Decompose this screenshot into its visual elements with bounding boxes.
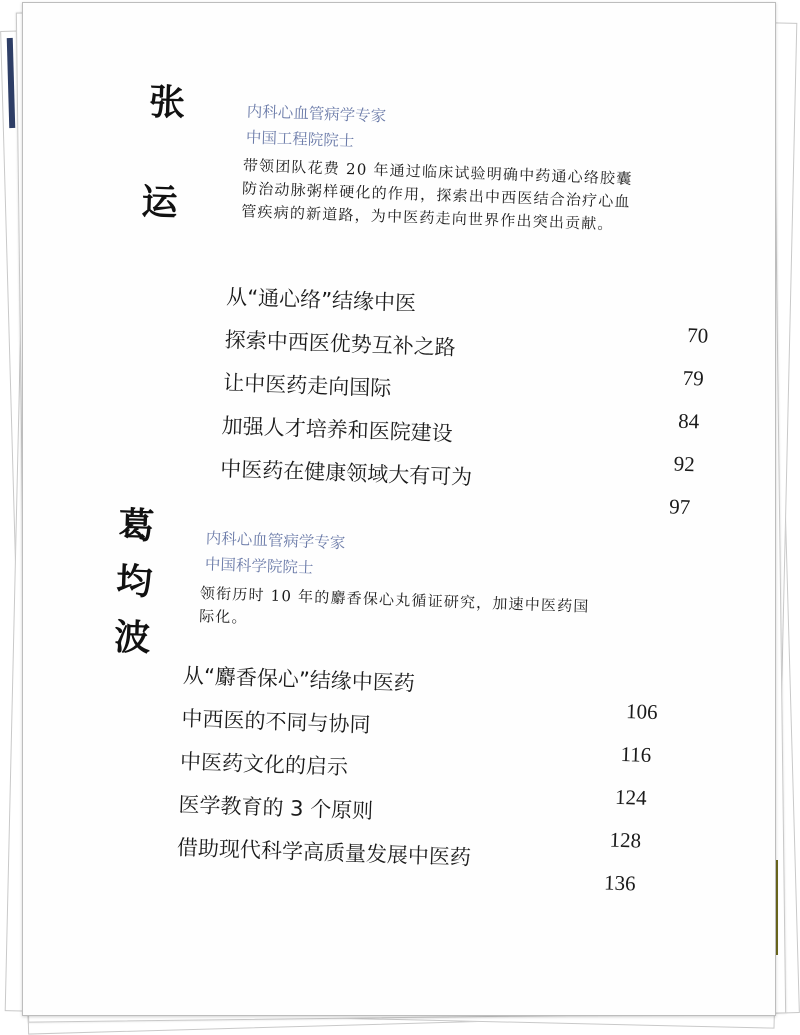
- chapter-title: 借助现代科学高质量发展中医药: [176, 835, 472, 870]
- chapter-title: 探索中西医优势互补之路: [224, 327, 457, 360]
- page-number: 124: [614, 784, 647, 810]
- author-description: 领衔历时 10 年的麝香保心丸循证研究，加速中医药国际化。: [198, 584, 590, 627]
- author-role: 内科心血管病学专家: [246, 102, 387, 126]
- chapter-title: 从“通心络”结缘中医: [225, 284, 417, 316]
- chapter-title: 加强人才培养和医院建设: [221, 413, 454, 446]
- chapter-title: 中医药文化的启示: [179, 749, 349, 780]
- chapter-title: 医学教育的 3 个原则: [178, 792, 374, 824]
- page-number: 116: [620, 741, 652, 767]
- page-number: 106: [625, 699, 658, 725]
- author-title: 中国工程院院士: [245, 128, 355, 151]
- page-number: 97: [668, 494, 691, 520]
- author-role: 内科心血管病学专家: [205, 529, 346, 553]
- page-number: 79: [682, 365, 705, 391]
- author-name-char: 均: [115, 560, 154, 604]
- chapter-title: 中医药在健康领域大有可为: [219, 456, 473, 490]
- chapter-title: 让中医药走向国际: [222, 370, 392, 401]
- author-name-char: 葛: [117, 504, 155, 548]
- page-number: 84: [677, 408, 700, 434]
- page-number: 70: [686, 322, 709, 348]
- page-number: 128: [609, 827, 642, 853]
- author-name-char: 张: [148, 81, 186, 125]
- author-description: 带领团队花费 20 年通过临床试验明确中药通心络胶囊防治动脉粥样硬化的作用，探索出中西医结合治疗心血管疾病的新道路，为中医药走向世界作出突出贡献。: [240, 156, 633, 234]
- author-title: 中国科学院院士: [204, 555, 314, 578]
- page-content: [22, 2, 776, 1016]
- author-name-char: 波: [113, 616, 152, 660]
- contents-page: [22, 2, 776, 1016]
- author-name-char: 运: [140, 180, 179, 225]
- page-number: 92: [673, 451, 696, 477]
- chapter-title: 从“麝香保心”结缘中医药: [182, 663, 416, 696]
- page-number: 136: [603, 870, 636, 896]
- chapter-title: 中西医的不同与协同: [181, 706, 371, 738]
